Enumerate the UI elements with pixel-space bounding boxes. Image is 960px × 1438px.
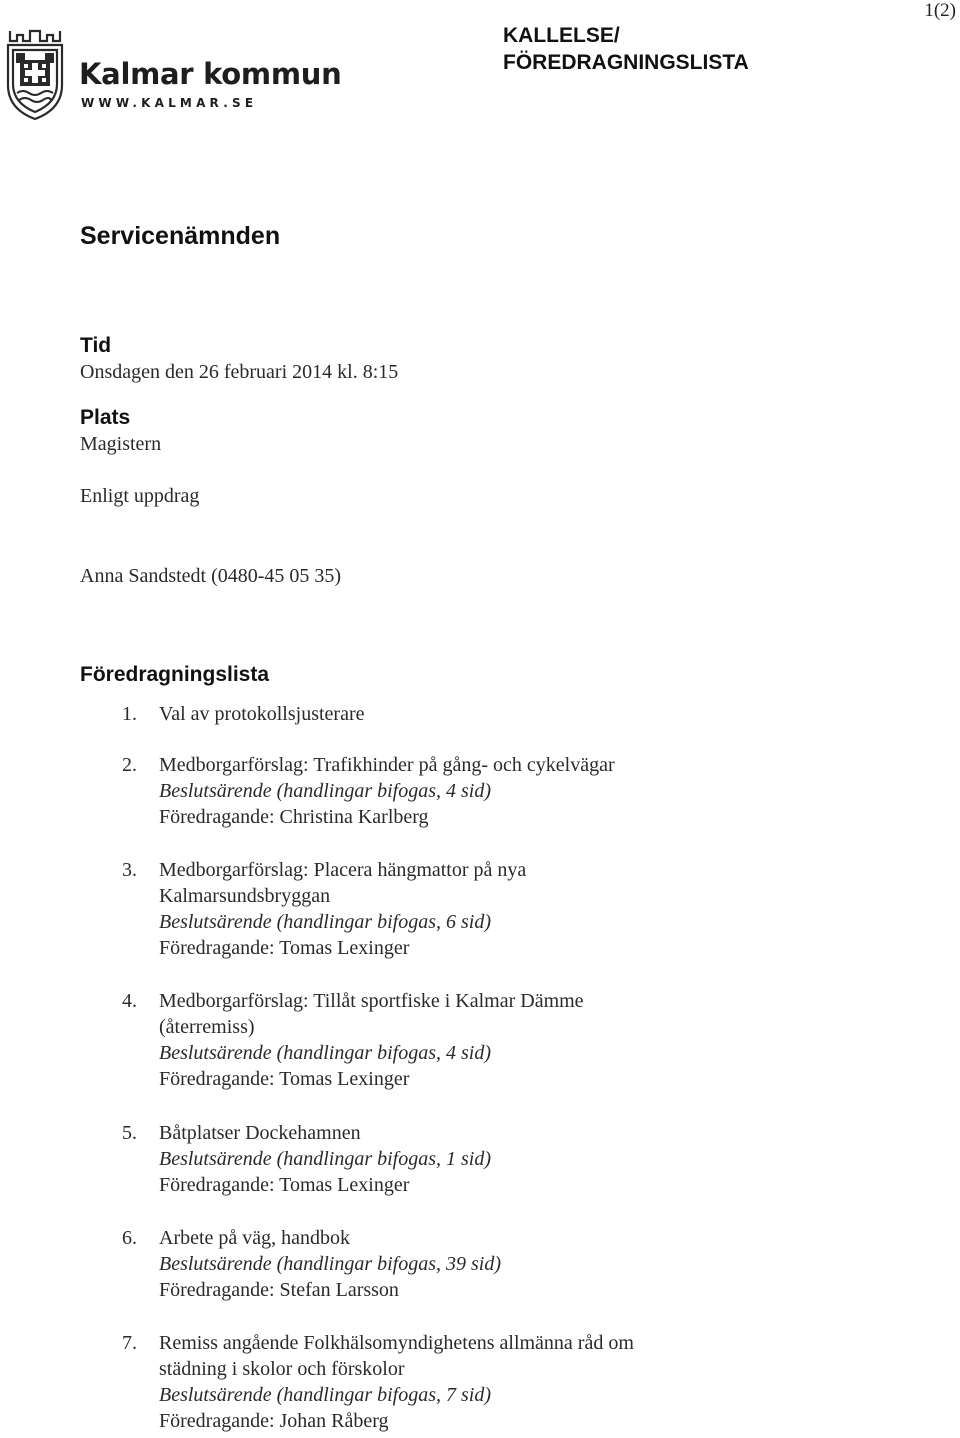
agenda-item-title: Båtplatser Dockehamnen [159, 1122, 361, 1144]
agenda-item-presenter: Föredragande: Tomas Lexinger [159, 1174, 410, 1196]
agenda-item-title: Remiss angående Folkhälsomyndighetens allmänna råd om [159, 1332, 634, 1354]
agenda-item-number: 4. [122, 990, 137, 1012]
agenda-item-presenter: Föredragande: Christina Karlberg [159, 806, 429, 828]
document-type-line2: FÖREDRAGNINGSLISTA [503, 51, 749, 74]
agenda-item-title-cont: städning i skolor och förskolor [159, 1358, 405, 1380]
agenda-item-presenter: Föredragande: Stefan Larsson [159, 1279, 399, 1301]
committee-title: Servicenämnden [80, 222, 281, 250]
city-crest-icon [4, 27, 66, 122]
agenda-item-decision: Beslutsärende (handlingar bifogas, 39 sid) [159, 1253, 502, 1275]
agenda-item-title-cont: Kalmarsundsbryggan [159, 885, 331, 907]
agenda-item-number: 6. [122, 1227, 137, 1249]
agenda-item-title: Val av protokollsjusterare [159, 703, 365, 725]
agenda-item-decision: Beslutsärende (handlingar bifogas, 6 sid) [159, 911, 492, 933]
agenda-item-decision: Beslutsärende (handlingar bifogas, 1 sid) [159, 1148, 492, 1170]
agenda-item-title-cont: (återremiss) [159, 1016, 255, 1038]
agenda-heading: Föredragningslista [80, 663, 270, 686]
time-value: Onsdagen den 26 februari 2014 kl. 8:15 [80, 361, 399, 383]
contact-person: Anna Sandstedt (0480-45 05 35) [80, 565, 342, 587]
agenda-item-decision: Beslutsärende (handlingar bifogas, 7 sid) [159, 1384, 492, 1406]
agenda-item-title: Medborgarförslag: Trafikhinder på gång- och cykelvägar [159, 754, 615, 776]
agenda-item-title: Medborgarförslag: Placera hängmattor på nya [159, 859, 527, 881]
logo-wordmark: Kalmar kommun [79, 57, 342, 91]
mandate-text: Enligt uppdrag [80, 485, 200, 507]
document-type-line1: KALLELSE/ [503, 24, 620, 47]
agenda-item-decision: Beslutsärende (handlingar bifogas, 4 sid) [159, 780, 492, 802]
agenda-item-decision: Beslutsärende (handlingar bifogas, 4 sid) [159, 1042, 492, 1064]
logo-url: WWW.KALMAR.SE [81, 96, 258, 110]
kalmar-kommun-logo [4, 27, 342, 127]
agenda-item-presenter: Föredragande: Tomas Lexinger [159, 1068, 410, 1090]
page-number: 1(2) [924, 0, 956, 21]
agenda-item-number: 5. [122, 1122, 137, 1144]
place-heading: Plats [80, 406, 131, 429]
place-value: Magistern [80, 433, 162, 455]
agenda-item-presenter: Föredragande: Johan Råberg [159, 1410, 389, 1432]
agenda-item-number: 1. [122, 703, 137, 725]
time-heading: Tid [80, 334, 112, 357]
agenda-item-number: 2. [122, 754, 137, 776]
agenda-item-number: 7. [122, 1332, 137, 1354]
agenda-item-title: Arbete på väg, handbok [159, 1227, 351, 1249]
agenda-item-title: Medborgarförslag: Tillåt sportfiske i Kalmar Dämme [159, 990, 584, 1012]
agenda-item-presenter: Föredragande: Tomas Lexinger [159, 937, 410, 959]
agenda-item-number: 3. [122, 859, 137, 881]
document-type [503, 22, 749, 76]
